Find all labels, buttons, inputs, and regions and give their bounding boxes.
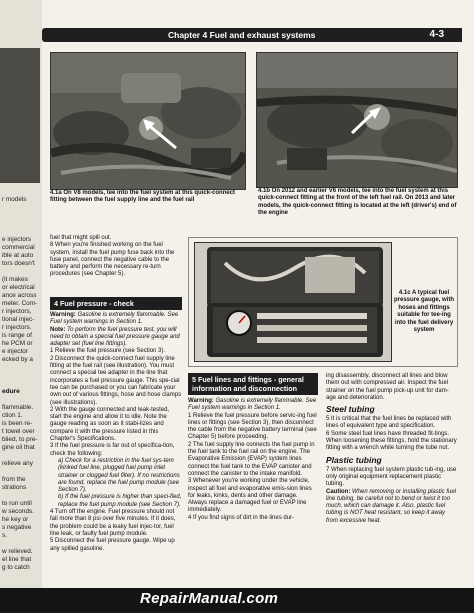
facing-page-text-fragment: he key or (2, 516, 29, 523)
caution-text: When removing or installing plastic fuel line tubing, be careful not to bend or twist it too much, which can damage it. Also, plastic fuel tubing is NOT heat resistant, so keep it away from excessive heat. (326, 488, 457, 524)
facing-page-text-fragment: meter. Com- (2, 300, 38, 307)
facing-page-text-fragment: ecked by a (2, 356, 33, 363)
facing-page-text-fragment: r models (2, 196, 27, 203)
facing-page-text-fragment: s. (2, 532, 7, 539)
facing-page-text-fragment: e injectors (2, 236, 32, 243)
facing-page-text-fragment: s negative (2, 524, 32, 531)
warning-paragraph (188, 398, 318, 413)
note-paragraph (50, 327, 182, 349)
page-header (42, 28, 462, 42)
facing-page-text-fragment: ction 1. (2, 412, 23, 419)
step-1: 1 Relieve the fuel pressure (see Section 3). (50, 348, 166, 355)
figure-caption-4-1a: 4.1a On V8 models, tee into the fuel system at this quick-connect fitting between the fuel supply line and the fuel rail (50, 190, 236, 204)
facing-page-photo (0, 48, 40, 183)
step-5: 5 It is critical that the fuel lines be replaced with lines of equivalent type and specification. (326, 416, 452, 430)
step-2: 2 Disconnect the quick-connect fuel supply line fitting at the fuel rail (see illustration). You must connect a special tee adapter in the line that incorporates a fuel pressure gauge. This spe-cial tee can be purchased or you can fabricate your own out of various fittings, hose and hose clamps (see illustrations). (50, 355, 182, 406)
note-text: To perform the fuel pressure test, you will need to obtain a special fuel pressure gauge and adapter set (fuel line fittings). (50, 326, 180, 348)
facing-page-text-fragment: r injectors, (2, 308, 32, 315)
facing-page-text-fragment: e injector (2, 348, 28, 355)
watermark-text: RepairManual.com (140, 590, 279, 607)
facing-page-text-fragment: ance across (2, 292, 37, 299)
facing-page-text-fragment: strations (2, 484, 27, 491)
facing-page-text-fragment: or electrical (2, 284, 35, 291)
paragraph: ing disassembly, disconnect all lines and blow them out with compressed air. Inspect the fuel strainer on the fuel pump pick-up unit for dam-age and deterioration. (326, 373, 449, 401)
facing-page-text-fragment: w relieved. (2, 548, 33, 555)
facing-page-text-fragment: blied, to pre- (2, 436, 38, 443)
facing-page-text-fragment: w seconds. (2, 508, 34, 515)
step-4: 4 If you find signs of dirt in the lines dur- (188, 514, 295, 521)
watermark-bar (0, 588, 474, 613)
engine-photo-v6 (256, 52, 458, 188)
facing-page-text-fragment: el line that (2, 556, 32, 563)
manual-page (42, 0, 474, 613)
section-heading-fuel-lines: 5 Fuel lines and fittings - general information and disconnection (188, 373, 318, 395)
step-2b: 2 With the gauge connected and leak-tested, start the engine and allow it to idle. Note the gauge reading as soon as it stabi-lizes and compare it with the pressure listed in this Chapter's Specifications. (50, 406, 170, 443)
note-label: Note: (50, 326, 66, 333)
step-1: 1 Relieve the fuel pressure before servic-ing fuel lines or fittings (see Section 3), then disconnect the cable from the negative battery terminal (see Chapter 5) before proceeding. (188, 412, 317, 441)
facing-page-text-fragment: r injectors. (2, 324, 32, 331)
facing-page-text-fragment: relieve any (2, 460, 33, 467)
facing-page-text-fragment: ible at auto (2, 252, 34, 259)
paragraph: fuel that might spill out. (50, 235, 112, 241)
engine-photo-v8 (50, 52, 246, 190)
facing-page-text-fragment: commercial (2, 244, 35, 251)
facing-page-text-fragment: gine oil that (2, 444, 35, 451)
facing-page-text-fragment: t towel over (2, 428, 35, 435)
warning-text: Gasoline is extremely flammable. See Fuel system warnings in Section 1. (50, 312, 179, 326)
subheading-plastic-tubing: Plastic tubing (326, 454, 382, 465)
warning-paragraph (50, 312, 182, 327)
step-2: 2 The fuel supply line connects the fuel pump in the fuel tank to the fuel rail on the engine. The Evaporative Emission (EVAP) system lines connect the fuel tank to the EVAP canister and connect the canister to the intake manifold. (188, 441, 315, 477)
chapter-title: Chapter 4 Fuel and exhaust systems (168, 30, 316, 40)
facing-page-text-fragment: (it makes (2, 276, 28, 283)
fuel-pressure-gauge-kit-photo (194, 242, 392, 362)
text-column-3 (326, 373, 458, 525)
step-3a: a) Check for a restriction in the fuel sys-tem (kinked fuel line, plugged fuel pump inlet strainer or clogged fuel filter). If no restrictions are found, replace the fuel pump module (see Section 7). (58, 457, 180, 494)
step-3: 3 If the fuel pressure is far out of specifica-tion, check the following: (50, 443, 175, 457)
text-column-2 (188, 398, 318, 522)
facing-page (0, 0, 44, 613)
facing-page-text-fragment: is been re- (2, 420, 33, 427)
caution-paragraph (326, 489, 458, 525)
facing-page-heading: edure (2, 388, 20, 395)
facing-page-text-fragment: from the (2, 476, 26, 483)
subheading-steel-tubing: Steel tubing (326, 404, 375, 415)
facing-page-text-fragment: is range of (2, 332, 32, 339)
step-7: 7 When replacing fuel system plastic tub-ing, use only original equipment replacement plastic tubing. (326, 466, 457, 488)
facing-page-text-fragment: he PCM or (2, 340, 33, 347)
step-3: 3 Whenever you're working under the vehicle, inspect all fuel and evaporative emis-sion lines for leaks, kinks, dents and other damage. Always replace a damaged fuel or EVAP line immediately. (188, 478, 312, 514)
step-6: 6 Some steel fuel lines have threaded fit-tings. When loosening these fittings, hold the stationary fitting with a wrench while turning the tube nut. (326, 430, 457, 452)
facing-page-text-fragment: tors doesn't (2, 260, 35, 267)
text-column-1-body (50, 312, 182, 553)
step-5: 5 Disconnect the fuel pressure gauge. Wipe up any spilled gasoline. (50, 538, 175, 552)
warning-text: Gasoline is extremely flammable. See Fuel system warnings in Section 1. (188, 398, 317, 412)
warning-label: Warning: (188, 398, 214, 404)
step-3b: b) If the fuel pressure is higher than speci-fied, replace the fuel pump module (see Section 7). (58, 494, 182, 508)
facing-page-text-fragment: tional injec- (2, 316, 35, 323)
figure-caption-4-1c: 4.1c A typical fuel pressure gauge, with hoses and fittings suitable for tee-ing into the fuel delivery system (394, 290, 455, 334)
text-column-1 (50, 235, 182, 279)
facing-page-text-fragment: g to catch (2, 564, 30, 571)
caution-label: Caution: (326, 488, 351, 495)
section-heading-fuel-pressure-check: 4 Fuel pressure - check (50, 297, 182, 310)
figure-caption-4-1b: 4.1b On 2012 and earlier V6 models, tee into the fuel system at this quick-connect fitting at the front of the left fuel rail. On 2013 and later models, the quick-connect fitting is located at the left (driver's) end of the engine (258, 188, 457, 217)
step-8: 8 When you're finished working on the fuel system, install the fuel pump fuse back into the fuse panel, connect the negative cable to the battery and perform the necessary re-turn procedures (see Chapter 5). (50, 242, 175, 278)
step-4: 4 Turn off the engine. Fuel pressure should not fall more than 8 psi over five minutes. If it does, the problem could be a leaky fuel injec-tor, fuel line leak, or faulty fuel pump module. (50, 509, 176, 537)
page-number: 4-3 (429, 29, 444, 40)
facing-page-text-fragment: to run until (2, 500, 32, 507)
facing-page-text-fragment: flammable. (2, 404, 34, 411)
warning-label: Warning: (50, 312, 76, 318)
